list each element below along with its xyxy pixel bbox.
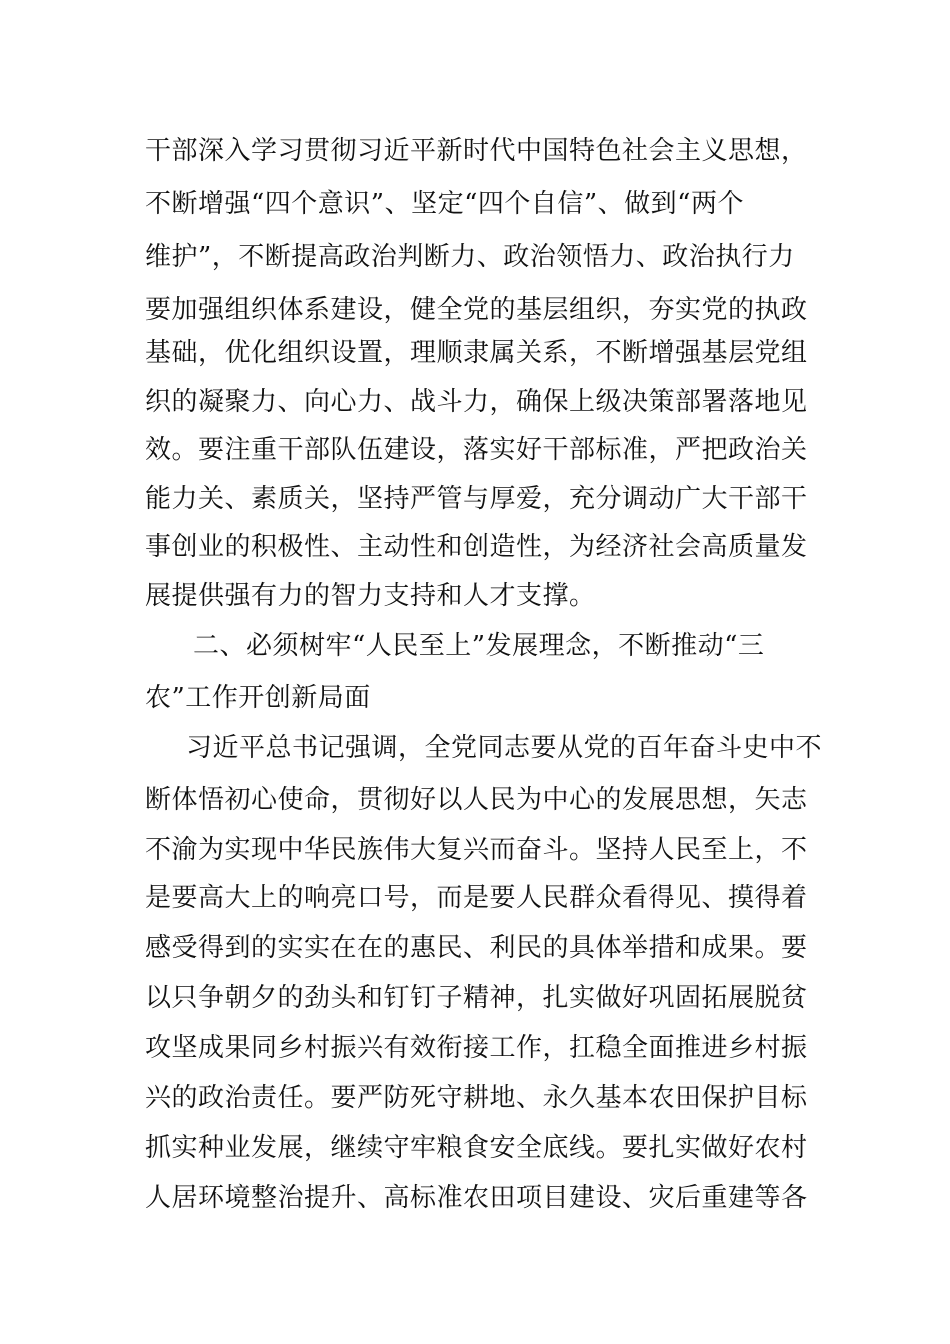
text-line: 以只争朝夕的劲头和钉钉子精神，扎实做好巩固拓展脱贫 [145,983,808,1013]
text-line: 感受得到的实实在在的惠民、利民的具体举措和成果。要 [145,933,808,963]
text-line: 兴的政治责任。要严防死守耕地、永久基本农田保护目标 [145,1083,808,1113]
text-line: 干部深入学习贯彻习近平新时代中国特色社会主义思想， [145,136,808,166]
text-line: 是要高大上的响亮口号，而是要人民群众看得见、摸得着 [145,883,808,913]
text-line: 不断增强“四个意识”、坚定“四个自信”、做到“两个 [145,189,744,219]
text-line: 能力关、素质关，坚持严管与厚爱，充分调动广大干部干 [145,484,808,514]
text-line: 抓实种业发展，继续守牢粮食安全底线。要扎实做好农村 [145,1133,808,1163]
text-line: 人居环境整治提升、高标准农田项目建设、灾后重建等各 [145,1183,808,1213]
section-heading-line: 二、必须树牢“人民至上”发展理念，不断推动“三 [193,631,765,661]
section-heading-line: 农”工作开创新局面 [145,683,371,713]
text-line: 攻坚成果同乡村振兴有效衔接工作，扛稳全面推进乡村振 [145,1033,808,1063]
text-line: 基础，优化组织设置，理顺隶属关系，不断增强基层党组 [145,338,808,368]
text-line: 织的凝聚力、向心力、战斗力，确保上级决策部署落地见 [145,387,808,417]
text-line: 效。要注重干部队伍建设，落实好干部标准，严把政治关 [145,435,808,465]
text-line: 断体悟初心使命，贯彻好以人民为中心的发展思想，矢志 [145,785,808,815]
text-line: 展提供强有力的智力支持和人才支撑。 [145,581,596,611]
text-line: 维护”，不断提高政治判断力、政治领悟力、政治执行力 [145,242,795,272]
text-line: 要加强组织体系建设，健全党的基层组织，夯实党的执政 [145,295,808,325]
text-line: 事创业的积极性、主动性和创造性，为经济社会高质量发 [145,532,808,562]
text-line: 不渝为实现中华民族伟大复兴而奋斗。坚持人民至上，不 [145,835,808,865]
text-line: 习近平总书记强调，全党同志要从党的百年奋斗史中不 [186,733,823,763]
